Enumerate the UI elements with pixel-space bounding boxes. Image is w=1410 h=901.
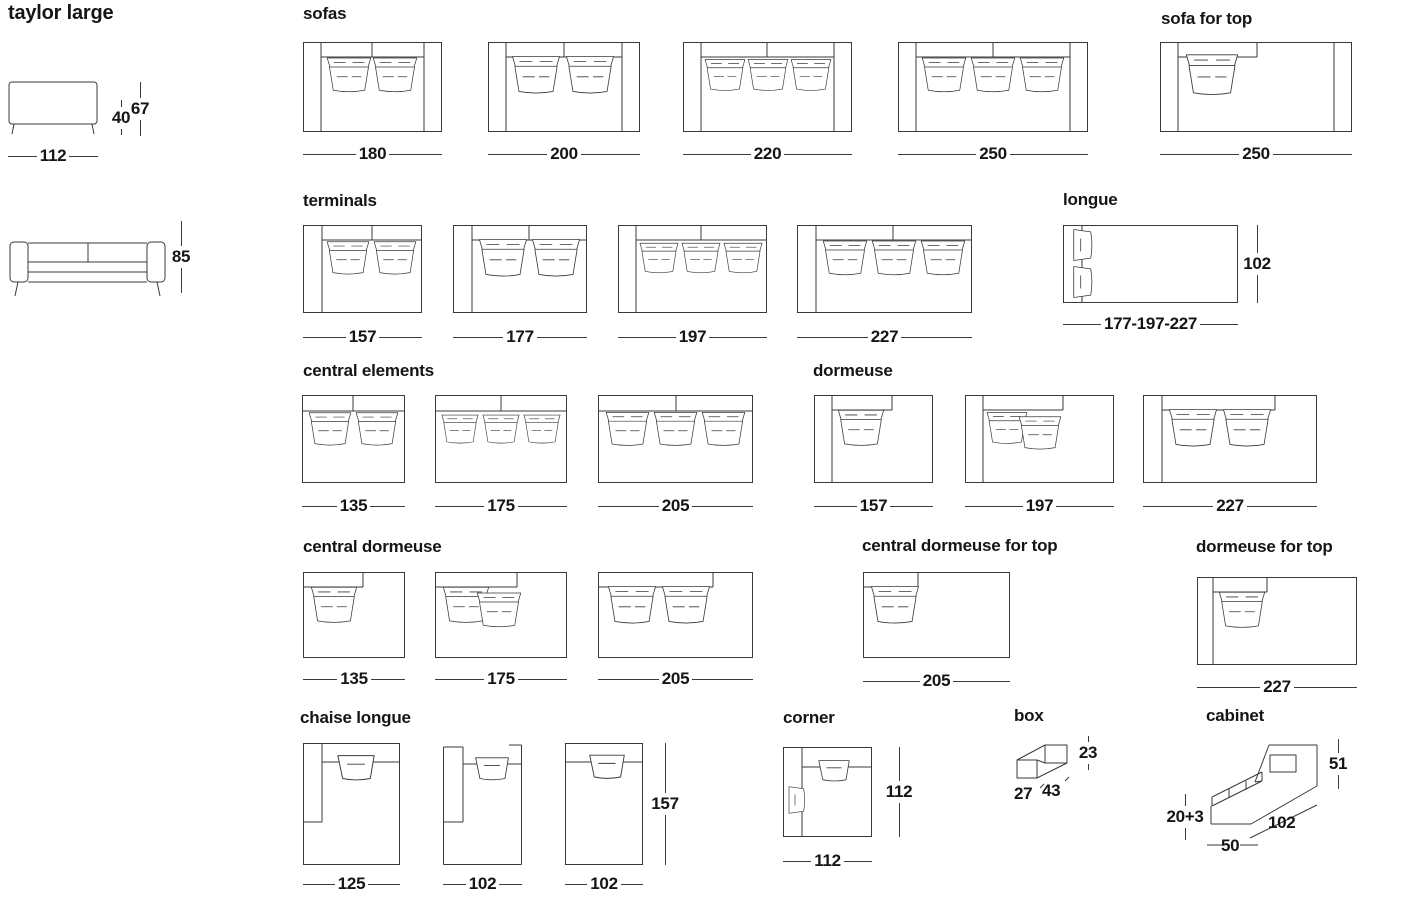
central-135-label: 135 [339,496,368,515]
longue-depth-label: 102 [1243,254,1271,273]
cushion [1186,55,1237,95]
cushion [327,242,369,274]
cushion [748,60,788,91]
longue-drawing [1063,225,1238,303]
cushion [327,58,371,92]
central-175-drawing [435,395,567,483]
cushion [512,57,559,94]
cushion [640,243,678,273]
terminal-157-drawing [303,225,422,313]
section-title-sofa-for-top: sofa for top [1161,9,1253,28]
dormeuse-157-dim [814,497,933,515]
section-title-sofas: sofas [303,4,347,23]
dormeuse-for-top-label: 227 [1263,677,1291,696]
section-title-central-dormeuse-for-top: central dormeuse for top [862,536,1058,555]
terminal-227-label: 227 [870,327,899,346]
cabinet-height-label: 51 [1328,754,1348,773]
cabinet-front-height-label: 20+3 [1166,807,1204,826]
cushion [608,587,655,624]
taylor-side-view-drawing [8,80,108,136]
chaise-102b-drawing [565,743,643,865]
central-dormeuse-205-drawing [598,572,753,658]
sofa-220-label: 220 [753,144,782,163]
central-175-dim [435,497,567,515]
section-title-dormeuse: dormeuse [813,361,893,380]
section-title-dormeuse-for-top: dormeuse for top [1196,537,1333,556]
front-height-label: 85 [171,247,191,266]
cushion [921,241,965,275]
cushion [374,242,416,274]
front-height-dim [168,221,194,293]
cushion [477,593,521,627]
section-title-corner: corner [783,708,835,727]
cushion [1019,417,1061,449]
cushion [819,761,849,781]
section-title-terminals: terminals [303,191,377,210]
chaise-125-dim [303,875,400,893]
central-205-label: 205 [661,496,690,515]
central-dormeuse-135-label: 135 [340,669,368,688]
dormeuse-227-drawing [1143,395,1317,483]
cushion [338,756,374,780]
cabinet-front-height-dim [1164,794,1206,840]
central-dormeuse-for-top-dim [863,672,1010,690]
dormeuse-for-top-dim [1197,678,1357,696]
terminal-227-dim [797,328,972,346]
sofa-180-drawing [303,42,442,132]
corner-width-dim [783,852,872,870]
dormeuse-197-drawing [965,395,1114,483]
longue-widths-label: 177-197-227 [1103,314,1198,333]
cushion [682,243,720,273]
cushion [479,240,526,277]
central-dormeuse-135-drawing [303,572,405,658]
cushion [1219,592,1264,627]
dormeuse-197-dim [965,497,1114,515]
sofa-250-drawing [898,42,1088,132]
corner-drawing [783,747,872,837]
chaise-125-label: 125 [337,874,366,893]
sofa-for-top-drawing [1160,42,1352,132]
chaise-depth-dim [650,743,680,865]
sofa-220-dim [683,145,852,163]
chaise-125-drawing [303,743,400,865]
box-width-label: 27 [1014,784,1033,803]
cushion [871,587,918,624]
chaise-102b-dim [565,875,643,893]
total-height-label: 67 [130,99,150,118]
terminal-177-dim [453,328,587,346]
cushion [311,587,356,622]
central-135-dim [302,497,405,515]
sofa-for-top-dim [1160,145,1352,163]
central-dormeuse-175-label: 175 [487,669,515,688]
dormeuse-227-dim [1143,497,1317,515]
cushion [606,412,649,445]
chaise-102a-drawing [443,743,522,865]
corner-width-label: 112 [814,851,841,870]
sofa-200-dim [488,145,640,163]
longue-depth-dim [1242,225,1272,303]
cushion [705,60,745,91]
dormeuse-157-drawing [814,395,933,483]
sofa-180-label: 180 [358,144,387,163]
cushion [483,415,519,443]
terminal-227-drawing [797,225,972,313]
sofa-250-label: 250 [979,144,1007,163]
central-dormeuse-205-dim [598,670,753,688]
cushion [1020,58,1064,92]
cushion [922,58,966,92]
cushion [791,60,831,91]
cushion [590,755,625,778]
cushion [566,57,613,94]
cushion [662,587,709,624]
sofa-200-drawing [488,42,640,132]
cabinet-depth-label: 50 [1221,836,1240,855]
central-dormeuse-for-top-drawing [863,572,1010,658]
cushion [838,410,883,445]
cushion [373,58,417,92]
cushion [442,415,478,443]
terminal-197-dim [618,328,767,346]
cushion [1074,230,1092,261]
sofa-180-dim [303,145,442,163]
taylor-front-view-drawing [8,240,173,298]
chaise-depth-label: 157 [651,794,679,813]
central-dormeuse-135-dim [303,670,405,688]
sofa-for-top-label: 250 [1242,144,1270,163]
dormeuse-227-label: 227 [1216,496,1244,515]
sofa-250-dim [898,145,1088,163]
central-dormeuse-175-dim [435,670,567,688]
cushion [654,412,697,445]
cushion [1074,267,1092,298]
central-175-label: 175 [487,496,515,515]
cushion [971,58,1015,92]
chaise-102b-label: 102 [590,874,618,893]
central-135-drawing [302,395,405,483]
dormeuse-197-label: 197 [1025,496,1054,515]
cushion [1223,410,1270,447]
dormeuse-157-label: 157 [859,496,888,515]
cabinet-height-dim [1326,739,1350,789]
cabinet-length-label: 102 [1268,813,1296,832]
sofa-200-label: 200 [550,144,578,163]
central-205-drawing [598,395,753,483]
total-height-dim [128,82,152,136]
side-width-label: 112 [39,146,67,165]
terminal-177-drawing [453,225,587,313]
chaise-102a-label: 102 [468,874,497,893]
corner-depth-dim [884,747,914,837]
cushion [524,415,560,443]
box-length-label: 43 [1042,781,1061,800]
cushion [872,241,916,275]
cushion [789,787,805,814]
cushion [1169,410,1216,447]
central-dormeuse-for-top-label: 205 [922,671,951,690]
cushion [532,240,579,277]
longue-widths-dim [1063,315,1238,333]
seat-height-label: 40 [111,107,131,127]
section-title-central-elements: central elements [303,361,434,380]
cushion [309,413,351,445]
box-height-dim [1076,736,1100,770]
chaise-102a-dim [443,875,522,893]
central-dormeuse-205-label: 205 [661,669,690,688]
section-title-box: box [1014,706,1044,725]
terminal-177-label: 177 [506,327,534,346]
sofa-220-drawing [683,42,852,132]
box-height-label: 23 [1078,743,1098,762]
terminal-157-label: 157 [348,327,377,346]
side-width-dim [8,147,98,165]
cushion [823,241,867,275]
corner-depth-label: 112 [885,782,913,801]
dormeuse-for-top-drawing [1197,577,1357,665]
terminal-157-dim [303,328,422,346]
cushion [476,758,509,780]
terminal-197-drawing [618,225,767,313]
cushion [356,413,398,445]
section-title-central-dormeuse: central dormeuse [303,537,442,556]
terminal-197-label: 197 [678,327,707,346]
section-title-chaise-longue: chaise longue [300,708,411,727]
cushion [702,412,745,445]
page-title: taylor large [8,2,114,24]
cushion [724,243,762,273]
central-dormeuse-175-drawing [435,572,567,658]
central-205-dim [598,497,753,515]
section-title-longue: longue [1063,190,1118,209]
section-title-cabinet: cabinet [1206,706,1265,725]
